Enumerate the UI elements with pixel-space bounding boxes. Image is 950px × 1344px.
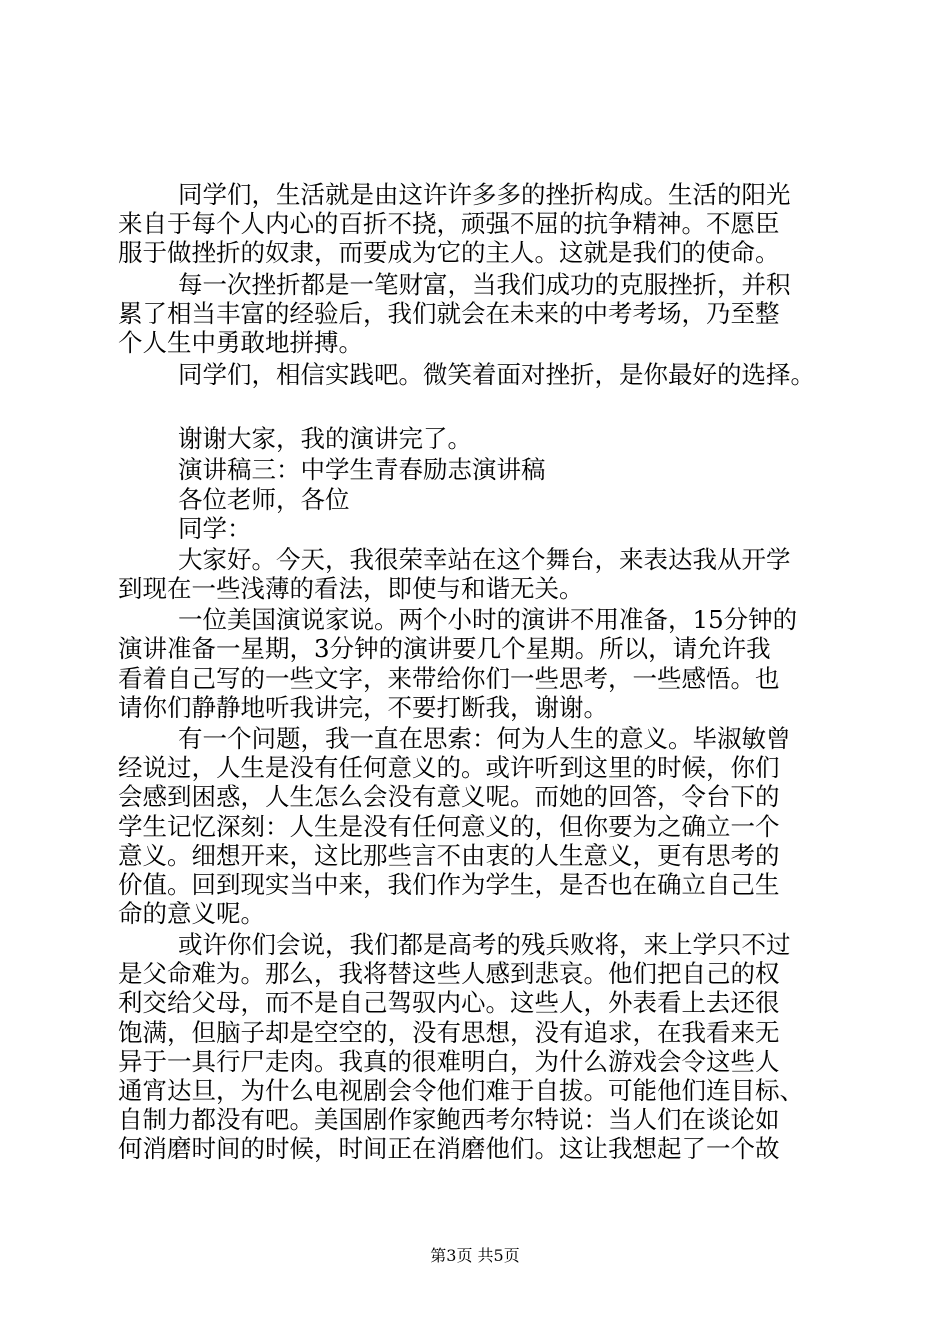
text-line: 意义。细想开来，这比那些言不由衷的人生意义，更有思考的 bbox=[118, 841, 780, 870]
text-line: 何消磨时间的时候，时间正在消磨他们。这让我想起了一个故 bbox=[118, 1134, 780, 1163]
text-line: 大家好。今天，我很荣幸站在这个舞台，来表达我从开学 bbox=[178, 545, 791, 574]
text-line: 同学： bbox=[178, 514, 252, 543]
text-line: 各位老师，各位 bbox=[178, 485, 350, 514]
text-line: 价值。回到现实当中来，我们作为学生，是否也在确立自己生 bbox=[118, 870, 780, 899]
text-line: 学生记忆深刻：人生是没有任何意义的，但你要为之确立一个 bbox=[118, 812, 780, 841]
text-line: 利交给父母，而不是自己驾驭内心。这些人，外表看上去还很 bbox=[118, 988, 780, 1017]
text-line: 有一个问题，我一直在思索：何为人生的意义。毕淑敏曾 bbox=[178, 724, 791, 753]
text-line: 看着自己写的一些文字，来带给你们一些思考，一些感悟。也 bbox=[118, 664, 780, 693]
text-line: 同学们，相信实践吧。微笑着面对挫折，是你最好的选择。 bbox=[178, 360, 815, 389]
text-line: 一位美国演说家说。两个小时的演讲不用准备，15分钟的 bbox=[178, 605, 798, 634]
text-line: 通宵达旦，为什么电视剧会令他们难于自拔。可能他们连目标、 bbox=[118, 1076, 804, 1105]
text-line: 谢谢大家，我的演讲完了。 bbox=[178, 424, 472, 453]
text-line: 饱满，但脑子却是空空的，没有思想，没有追求，在我看来无 bbox=[118, 1018, 780, 1047]
text-line: 自制力都没有吧。美国剧作家鲍西考尔特说：当人们在谈论如 bbox=[118, 1105, 780, 1134]
text-line: 请你们静静地听我讲完，不要打断我，谢谢。 bbox=[118, 693, 608, 722]
text-line: 演讲稿三：中学生青春励志演讲稿 bbox=[178, 455, 546, 484]
text-line: 是父命难为。那么，我将替这些人感到悲哀。他们把自己的权 bbox=[118, 959, 780, 988]
text-line: 到现在一些浅薄的看法，即使与和谐无关。 bbox=[118, 574, 584, 603]
text-line: 服于做挫折的奴隶，而要成为它的主人。这就是我们的使命。 bbox=[118, 238, 780, 267]
text-line: 累了相当丰富的经验后，我们就会在未来的中考考场，乃至整 bbox=[118, 299, 780, 328]
text-line: 同学们，生活就是由这许许多多的挫折构成。生活的阳光 bbox=[178, 180, 791, 209]
text-line: 个人生中勇敢地拼搏。 bbox=[118, 328, 363, 357]
text-line: 来自于每个人内心的百折不挠，顽强不屈的抗争精神。不愿臣 bbox=[118, 209, 780, 238]
text-line: 异于一具行尸走肉。我真的很难明白，为什么游戏会令这些人 bbox=[118, 1047, 780, 1076]
page-footer: 第3页 共5页 bbox=[430, 1246, 520, 1265]
text-line: 命的意义呢。 bbox=[118, 899, 265, 928]
text-line: 演讲准备一星期，3分钟的演讲要几个星期。所以，请允许我 bbox=[118, 634, 771, 663]
text-line: 每一次挫折都是一笔财富，当我们成功的克服挫折，并积 bbox=[178, 270, 791, 299]
text-line: 会感到困惑，人生怎么会没有意义呢。而她的回答，令台下的 bbox=[118, 782, 780, 811]
text-line: 经说过，人生是没有任何意义的。或许听到这里的时候，你们 bbox=[118, 753, 780, 782]
text-line: 或许你们会说，我们都是高考的残兵败将，来上学只不过 bbox=[178, 930, 791, 959]
